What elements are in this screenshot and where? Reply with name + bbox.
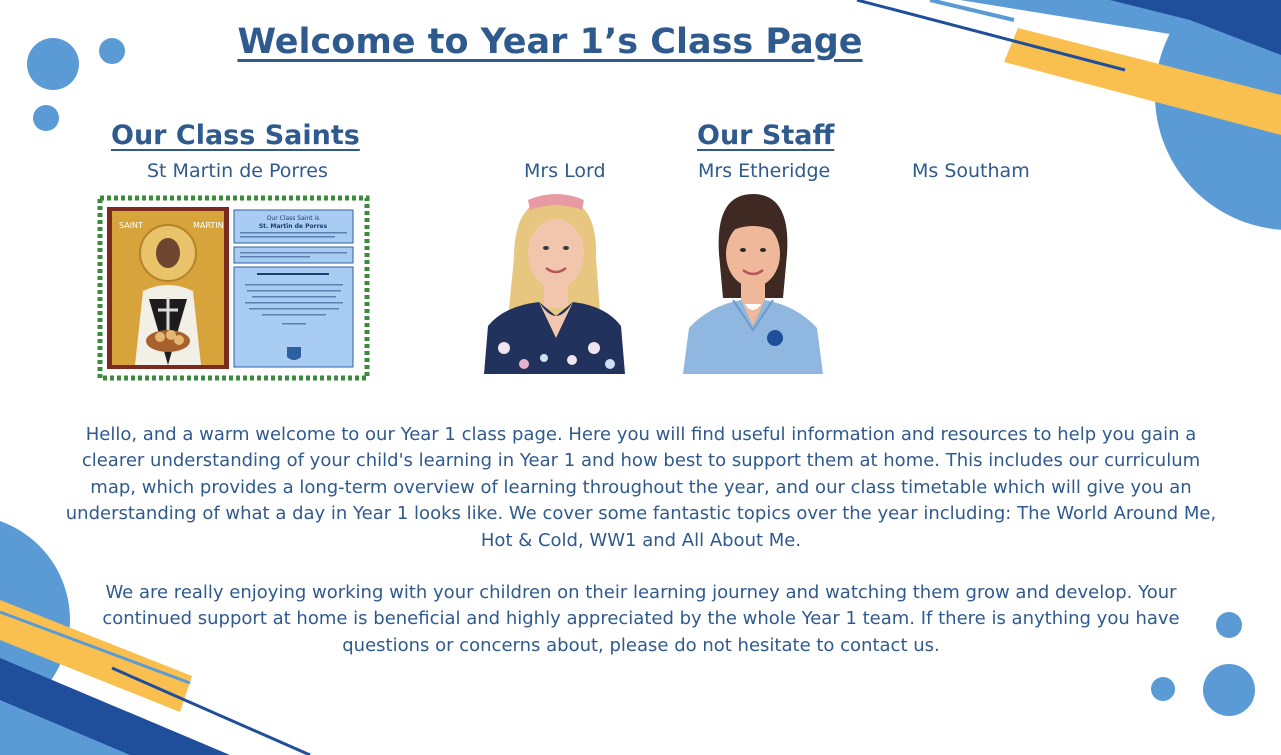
icon-label-saint: SAINT bbox=[119, 221, 143, 230]
staff-name-mrs-etheridge: Mrs Etheridge bbox=[698, 160, 831, 182]
dot bbox=[33, 105, 59, 131]
intro-text bbox=[60, 422, 1222, 659]
panel-title-line1: Our Class Saint is bbox=[266, 215, 320, 222]
staff-name-mrs-lord: Mrs Lord bbox=[524, 160, 606, 182]
dot bbox=[1203, 664, 1255, 716]
staff-heading: Our Staff bbox=[697, 120, 835, 151]
page-title: Welcome to Year 1’s Class Page bbox=[237, 22, 863, 62]
intro-paragraph-2: We are really enjoying working with your children on their learning journey and watching them grow and develop. Your continued support at home is beneficial and highly appreciated by the whole Year 1 team. If there is anything you have questions or concerns about, please do not hesitate to contact us. bbox=[102, 582, 1180, 656]
icon-label-martin: MARTIN bbox=[193, 221, 224, 230]
staff-name-ms-southam: Ms Southam bbox=[912, 160, 1030, 182]
saints-heading: Our Class Saints bbox=[111, 120, 360, 151]
intro-paragraph-1: Hello, and a warm welcome to our Year 1 class page. Here you will find useful information and resources to help you gain a clearer understanding of your child's learning in Year 1 and how best to support them at home. This includes our curriculum map, which provides a long-term overview of learning throughout the year, and our class timetable which will give you an understanding of what a day in Year 1 looks like. We cover some fantastic topics over the year including: The World Around Me, Hot & Cold, WW1 and All About Me. bbox=[65, 424, 1217, 551]
panel-title-line2: St. Martin de Porres bbox=[258, 223, 328, 230]
saint-poster bbox=[97, 195, 370, 381]
dot bbox=[1151, 677, 1175, 701]
staff-photo-mrs-etheridge bbox=[683, 188, 823, 374]
saint-name: St Martin de Porres bbox=[147, 160, 328, 182]
staff-photo-mrs-lord bbox=[484, 188, 625, 374]
